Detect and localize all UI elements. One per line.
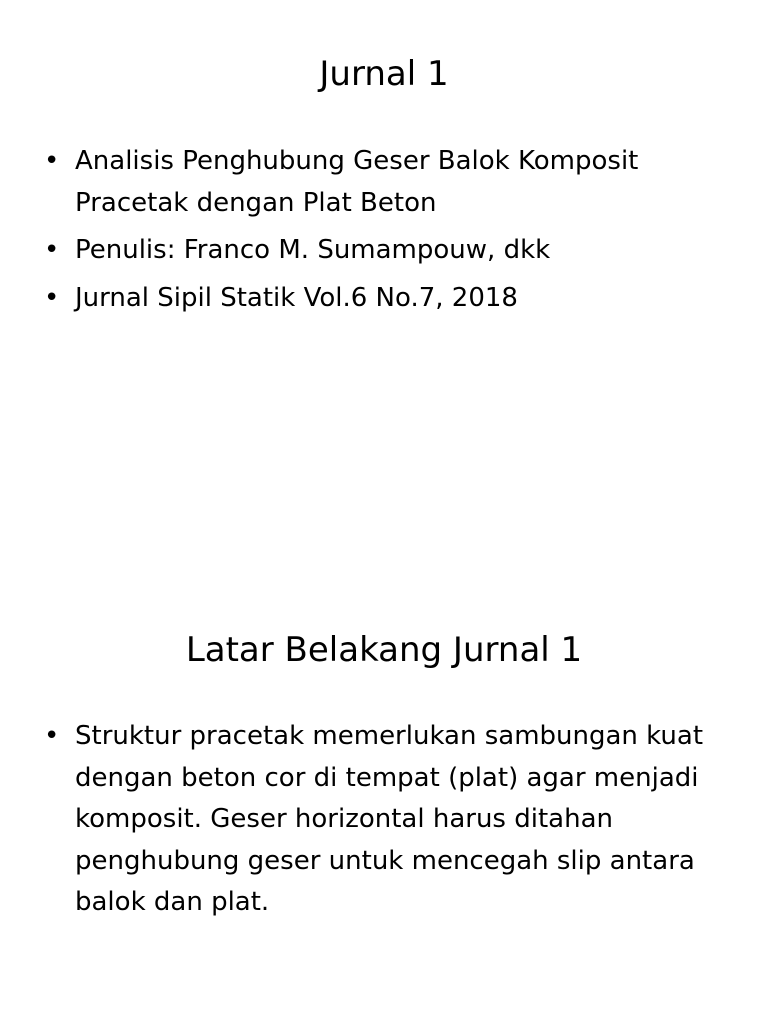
bullet-dot-icon: • [44, 146, 60, 176]
bullet-item [0, 230, 768, 272]
slide-title: Jurnal 1 [319, 54, 449, 94]
bullet-text-background: Struktur pracetak memerlukan sambungan kuat dengan beton cor di tempat (plat) agar menjadi komposit. Geser horizontal harus ditahan penghubung geser untuk mencegah slip antara balok dan plat. [75, 721, 704, 917]
bullet-text-author: Penulis: Franco M. Sumampouw, dkk [75, 235, 551, 265]
bullet-list [0, 716, 768, 930]
bullet-item [0, 716, 768, 924]
bullet-dot-icon: • [44, 235, 60, 265]
bullet-item [0, 141, 768, 224]
bullet-dot-icon: • [44, 721, 60, 751]
bullet-text-journal: Jurnal Sipil Statik Vol.6 No.7, 2018 [75, 282, 518, 313]
bullet-text-title: Analisis Penghubung Geser Balok Komposit Pracetak dengan Plat Beton [75, 146, 639, 218]
bullet-dot-icon: • [44, 282, 60, 313]
bullet-list [0, 141, 768, 325]
bullet-item [0, 278, 768, 320]
slide-title: Latar Belakang Jurnal 1 [185, 630, 583, 670]
